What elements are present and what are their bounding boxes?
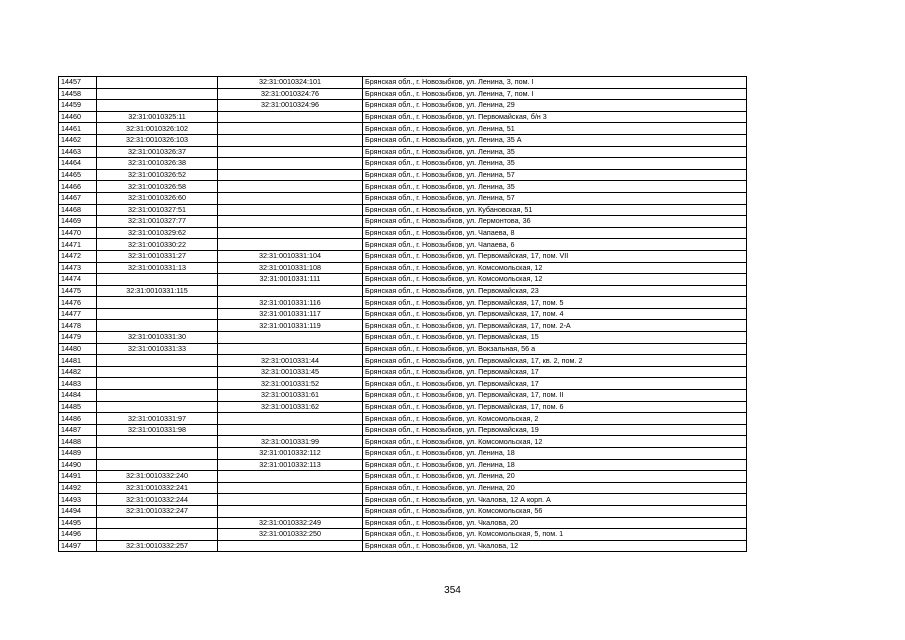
address: Брянская обл., г. Новозыбков, ул. Первомайская, б/н 3 <box>363 111 747 123</box>
row-number: 14483 <box>59 378 97 390</box>
row-number: 14495 <box>59 517 97 529</box>
row-number: 14477 <box>59 308 97 320</box>
address: Брянская обл., г. Новозыбков, ул. Первомайская, 17 <box>363 378 747 390</box>
cadastral-number-parcel <box>97 320 218 332</box>
address: Брянская обл., г. Новозыбков, ул. Чапаева, 6 <box>363 239 747 251</box>
table-row <box>59 216 747 228</box>
cadastral-number-object: 32:31:0010331:44 <box>218 355 363 367</box>
cadastral-number-object: 32:31:0010332:249 <box>218 517 363 529</box>
address: Брянская обл., г. Новозыбков, ул. Первомайская, 17, пом. 5 <box>363 297 747 309</box>
cadastral-number-parcel <box>97 366 218 378</box>
cadastral-number-parcel <box>97 459 218 471</box>
address: Брянская обл., г. Новозыбков, ул. Комсомольская, 2 <box>363 413 747 425</box>
table-row <box>59 285 747 297</box>
cadastral-number-parcel: 32:31:0010329:62 <box>97 227 218 239</box>
address: Брянская обл., г. Новозыбков, ул. Комсомольская, 5, пом. 1 <box>363 529 747 541</box>
cadastral-number-parcel: 32:31:0010326:60 <box>97 192 218 204</box>
cadastral-number-parcel: 32:31:0010332:244 <box>97 494 218 506</box>
cadastral-number-parcel <box>97 77 218 89</box>
table-row <box>59 390 747 402</box>
cadastral-number-parcel: 32:31:0010331:115 <box>97 285 218 297</box>
cadastral-number-parcel: 32:31:0010325:11 <box>97 111 218 123</box>
row-number: 14468 <box>59 204 97 216</box>
table-row <box>59 482 747 494</box>
row-number: 14473 <box>59 262 97 274</box>
cadastral-number-parcel: 32:31:0010326:52 <box>97 169 218 181</box>
cadastral-number-parcel <box>97 308 218 320</box>
address: Брянская обл., г. Новозыбков, ул. Ленина, 35 <box>363 181 747 193</box>
row-number: 14472 <box>59 250 97 262</box>
table-row <box>59 308 747 320</box>
cadastral-number-parcel <box>97 378 218 390</box>
address: Брянская обл., г. Новозыбков, ул. Первомайская, 17, кв. 2, пом. 2 <box>363 355 747 367</box>
cadastral-number-object: 32:31:0010331:116 <box>218 297 363 309</box>
row-number: 14469 <box>59 216 97 228</box>
cadastral-number-parcel: 32:31:0010331:30 <box>97 332 218 344</box>
row-number: 14488 <box>59 436 97 448</box>
cadastral-number-parcel: 32:31:0010326:38 <box>97 158 218 170</box>
row-number: 14465 <box>59 169 97 181</box>
cadastral-number-object <box>218 239 363 251</box>
address: Брянская обл., г. Новозыбков, ул. Ленина, 35 <box>363 146 747 158</box>
cadastral-number-object <box>218 494 363 506</box>
address: Брянская обл., г. Новозыбков, ул. Ленина, 35 А <box>363 134 747 146</box>
cadastral-number-object <box>218 285 363 297</box>
cadastral-number-object: 32:31:0010324:101 <box>218 77 363 89</box>
table-row <box>59 332 747 344</box>
table-row <box>59 320 747 332</box>
table-row <box>59 424 747 436</box>
row-number: 14466 <box>59 181 97 193</box>
table-row <box>59 181 747 193</box>
table-row <box>59 158 747 170</box>
cadastral-number-parcel: 32:31:0010332:241 <box>97 482 218 494</box>
table-row <box>59 343 747 355</box>
address: Брянская обл., г. Новозыбков, ул. Первомайская, 17, пом. 2-А <box>363 320 747 332</box>
cadastral-number-object: 32:31:0010331:99 <box>218 436 363 448</box>
row-number: 14458 <box>59 88 97 100</box>
cadastral-number-object: 32:31:0010331:111 <box>218 274 363 286</box>
cadastral-number-parcel <box>97 297 218 309</box>
table-row <box>59 227 747 239</box>
table-row <box>59 459 747 471</box>
row-number: 14464 <box>59 158 97 170</box>
cadastral-number-object: 32:31:0010331:117 <box>218 308 363 320</box>
cadastral-table <box>58 76 747 552</box>
address: Брянская обл., г. Новозыбков, ул. Первомайская, 23 <box>363 285 747 297</box>
table-row <box>59 111 747 123</box>
table-row <box>59 355 747 367</box>
cadastral-number-object <box>218 505 363 517</box>
cadastral-number-object: 32:31:0010331:108 <box>218 262 363 274</box>
row-number: 14496 <box>59 529 97 541</box>
address: Брянская обл., г. Новозыбков, ул. Первомайская, 17, пом. VII <box>363 250 747 262</box>
cadastral-number-object <box>218 111 363 123</box>
cadastral-number-object <box>218 332 363 344</box>
table-row <box>59 77 747 89</box>
address: Брянская обл., г. Новозыбков, ул. Первомайская, 17 <box>363 366 747 378</box>
row-number: 14481 <box>59 355 97 367</box>
address: Брянская обл., г. Новозыбков, ул. Чкалова, 20 <box>363 517 747 529</box>
cadastral-number-object: 32:31:0010331:62 <box>218 401 363 413</box>
table-row <box>59 378 747 390</box>
cadastral-number-parcel <box>97 390 218 402</box>
address: Брянская обл., г. Новозыбков, ул. Кубановская, 51 <box>363 204 747 216</box>
row-number: 14492 <box>59 482 97 494</box>
table-row <box>59 529 747 541</box>
table-row <box>59 366 747 378</box>
table-row <box>59 169 747 181</box>
address: Брянская обл., г. Новозыбков, ул. Чкалова, 12 А корп. А <box>363 494 747 506</box>
table-row <box>59 494 747 506</box>
row-number: 14470 <box>59 227 97 239</box>
row-number: 14463 <box>59 146 97 158</box>
cadastral-number-parcel: 32:31:0010331:27 <box>97 250 218 262</box>
table-row <box>59 540 747 552</box>
table-row <box>59 88 747 100</box>
table-row <box>59 274 747 286</box>
cadastral-number-object: 32:31:0010332:113 <box>218 459 363 471</box>
cadastral-number-object <box>218 482 363 494</box>
cadastral-number-object <box>218 134 363 146</box>
table-row <box>59 134 747 146</box>
cadastral-number-parcel <box>97 448 218 460</box>
cadastral-number-object: 32:31:0010331:61 <box>218 390 363 402</box>
address: Брянская обл., г. Новозыбков, ул. Ленина, 29 <box>363 100 747 112</box>
table-row <box>59 436 747 448</box>
row-number: 14471 <box>59 239 97 251</box>
cadastral-number-parcel: 32:31:0010332:257 <box>97 540 218 552</box>
row-number: 14480 <box>59 343 97 355</box>
address: Брянская обл., г. Новозыбков, ул. Ленина, 18 <box>363 459 747 471</box>
table-row <box>59 192 747 204</box>
address: Брянская обл., г. Новозыбков, ул. Вокзальная, 56 а <box>363 343 747 355</box>
row-number: 14497 <box>59 540 97 552</box>
cadastral-number-object <box>218 158 363 170</box>
cadastral-number-parcel: 32:31:0010331:98 <box>97 424 218 436</box>
cadastral-number-object <box>218 204 363 216</box>
cadastral-number-object: 32:31:0010331:52 <box>218 378 363 390</box>
row-number: 14485 <box>59 401 97 413</box>
table-row <box>59 401 747 413</box>
row-number: 14489 <box>59 448 97 460</box>
cadastral-number-parcel: 32:31:0010326:58 <box>97 181 218 193</box>
cadastral-number-object <box>218 471 363 483</box>
address: Брянская обл., г. Новозыбков, ул. Чкалова, 12 <box>363 540 747 552</box>
table-row <box>59 297 747 309</box>
address: Брянская обл., г. Новозыбков, ул. Первомайская, 15 <box>363 332 747 344</box>
table-row <box>59 471 747 483</box>
table-row <box>59 100 747 112</box>
cadastral-number-object: 32:31:0010332:250 <box>218 529 363 541</box>
address: Брянская обл., г. Новозыбков, ул. Комсомольская, 56 <box>363 505 747 517</box>
table-body <box>59 77 747 552</box>
row-number: 14476 <box>59 297 97 309</box>
cadastral-number-parcel: 32:31:0010326:37 <box>97 146 218 158</box>
address: Брянская обл., г. Новозыбков, ул. Ленина, 18 <box>363 448 747 460</box>
table-row <box>59 146 747 158</box>
address: Брянская обл., г. Новозыбков, ул. Комсомольская, 12 <box>363 436 747 448</box>
address: Брянская обл., г. Новозыбков, ул. Ленина, 51 <box>363 123 747 135</box>
cadastral-number-parcel <box>97 274 218 286</box>
table-row <box>59 517 747 529</box>
table-row <box>59 239 747 251</box>
cadastral-number-object: 32:31:0010331:45 <box>218 366 363 378</box>
row-number: 14460 <box>59 111 97 123</box>
address: Брянская обл., г. Новозыбков, ул. Ленина, 7, пом. I <box>363 88 747 100</box>
cadastral-number-parcel <box>97 401 218 413</box>
row-number: 14490 <box>59 459 97 471</box>
row-number: 14493 <box>59 494 97 506</box>
cadastral-number-parcel: 32:31:0010330:22 <box>97 239 218 251</box>
address: Брянская обл., г. Новозыбков, ул. Ленина, 57 <box>363 192 747 204</box>
table-row <box>59 204 747 216</box>
cadastral-number-object <box>218 181 363 193</box>
table-row <box>59 262 747 274</box>
cadastral-number-object: 32:31:0010324:96 <box>218 100 363 112</box>
cadastral-number-object <box>218 123 363 135</box>
address: Брянская обл., г. Новозыбков, ул. Лермонтова, 36 <box>363 216 747 228</box>
cadastral-number-parcel: 32:31:0010327:77 <box>97 216 218 228</box>
row-number: 14494 <box>59 505 97 517</box>
cadastral-number-object <box>218 169 363 181</box>
cadastral-number-parcel: 32:31:0010332:240 <box>97 471 218 483</box>
cadastral-number-parcel <box>97 88 218 100</box>
address: Брянская обл., г. Новозыбков, ул. Первомайская, 17, пом. II <box>363 390 747 402</box>
cadastral-number-object <box>218 216 363 228</box>
address: Брянская обл., г. Новозыбков, ул. Первомайская, 17, пом. 4 <box>363 308 747 320</box>
cadastral-number-parcel: 32:31:0010326:102 <box>97 123 218 135</box>
cadastral-number-object: 32:31:0010331:104 <box>218 250 363 262</box>
cadastral-number-parcel: 32:31:0010331:97 <box>97 413 218 425</box>
address: Брянская обл., г. Новозыбков, ул. Ленина, 57 <box>363 169 747 181</box>
row-number: 14462 <box>59 134 97 146</box>
row-number: 14491 <box>59 471 97 483</box>
table-row <box>59 250 747 262</box>
cadastral-number-parcel <box>97 355 218 367</box>
cadastral-number-object <box>218 227 363 239</box>
row-number: 14475 <box>59 285 97 297</box>
cadastral-number-parcel: 32:31:0010326:103 <box>97 134 218 146</box>
page-number: 354 <box>444 585 461 596</box>
address: Брянская обл., г. Новозыбков, ул. Ленина, 20 <box>363 482 747 494</box>
cadastral-number-parcel <box>97 517 218 529</box>
row-number: 14478 <box>59 320 97 332</box>
address: Брянская обл., г. Новозыбков, ул. Ленина, 35 <box>363 158 747 170</box>
address: Брянская обл., г. Новозыбков, ул. Чапаева, 8 <box>363 227 747 239</box>
cadastral-number-parcel: 32:31:0010331:13 <box>97 262 218 274</box>
table-row <box>59 448 747 460</box>
row-number: 14461 <box>59 123 97 135</box>
row-number: 14482 <box>59 366 97 378</box>
row-number: 14474 <box>59 274 97 286</box>
address: Брянская обл., г. Новозыбков, ул. Первомайская, 19 <box>363 424 747 436</box>
row-number: 14484 <box>59 390 97 402</box>
cadastral-number-object <box>218 540 363 552</box>
cadastral-number-object: 32:31:0010324:76 <box>218 88 363 100</box>
cadastral-number-object: 32:31:0010332:112 <box>218 448 363 460</box>
cadastral-number-object <box>218 343 363 355</box>
cadastral-number-parcel <box>97 529 218 541</box>
cadastral-number-parcel: 32:31:0010327:51 <box>97 204 218 216</box>
cadastral-number-object <box>218 413 363 425</box>
cadastral-number-parcel: 32:31:0010331:33 <box>97 343 218 355</box>
row-number: 14486 <box>59 413 97 425</box>
cadastral-number-parcel <box>97 436 218 448</box>
row-number: 14479 <box>59 332 97 344</box>
address: Брянская обл., г. Новозыбков, ул. Первомайская, 17, пом. 6 <box>363 401 747 413</box>
cadastral-number-parcel: 32:31:0010332:247 <box>97 505 218 517</box>
address: Брянская обл., г. Новозыбков, ул. Комсомольская, 12 <box>363 274 747 286</box>
cadastral-number-object <box>218 146 363 158</box>
address: Брянская обл., г. Новозыбков, ул. Комсомольская, 12 <box>363 262 747 274</box>
cadastral-number-object <box>218 424 363 436</box>
row-number: 14487 <box>59 424 97 436</box>
address: Брянская обл., г. Новозыбков, ул. Ленина, 3, пом. I <box>363 77 747 89</box>
table-row <box>59 413 747 425</box>
address: Брянская обл., г. Новозыбков, ул. Ленина, 20 <box>363 471 747 483</box>
cadastral-number-parcel <box>97 100 218 112</box>
table-row <box>59 505 747 517</box>
row-number: 14459 <box>59 100 97 112</box>
row-number: 14467 <box>59 192 97 204</box>
row-number: 14457 <box>59 77 97 89</box>
table-row <box>59 123 747 135</box>
cadastral-number-object: 32:31:0010331:119 <box>218 320 363 332</box>
cadastral-number-object <box>218 192 363 204</box>
